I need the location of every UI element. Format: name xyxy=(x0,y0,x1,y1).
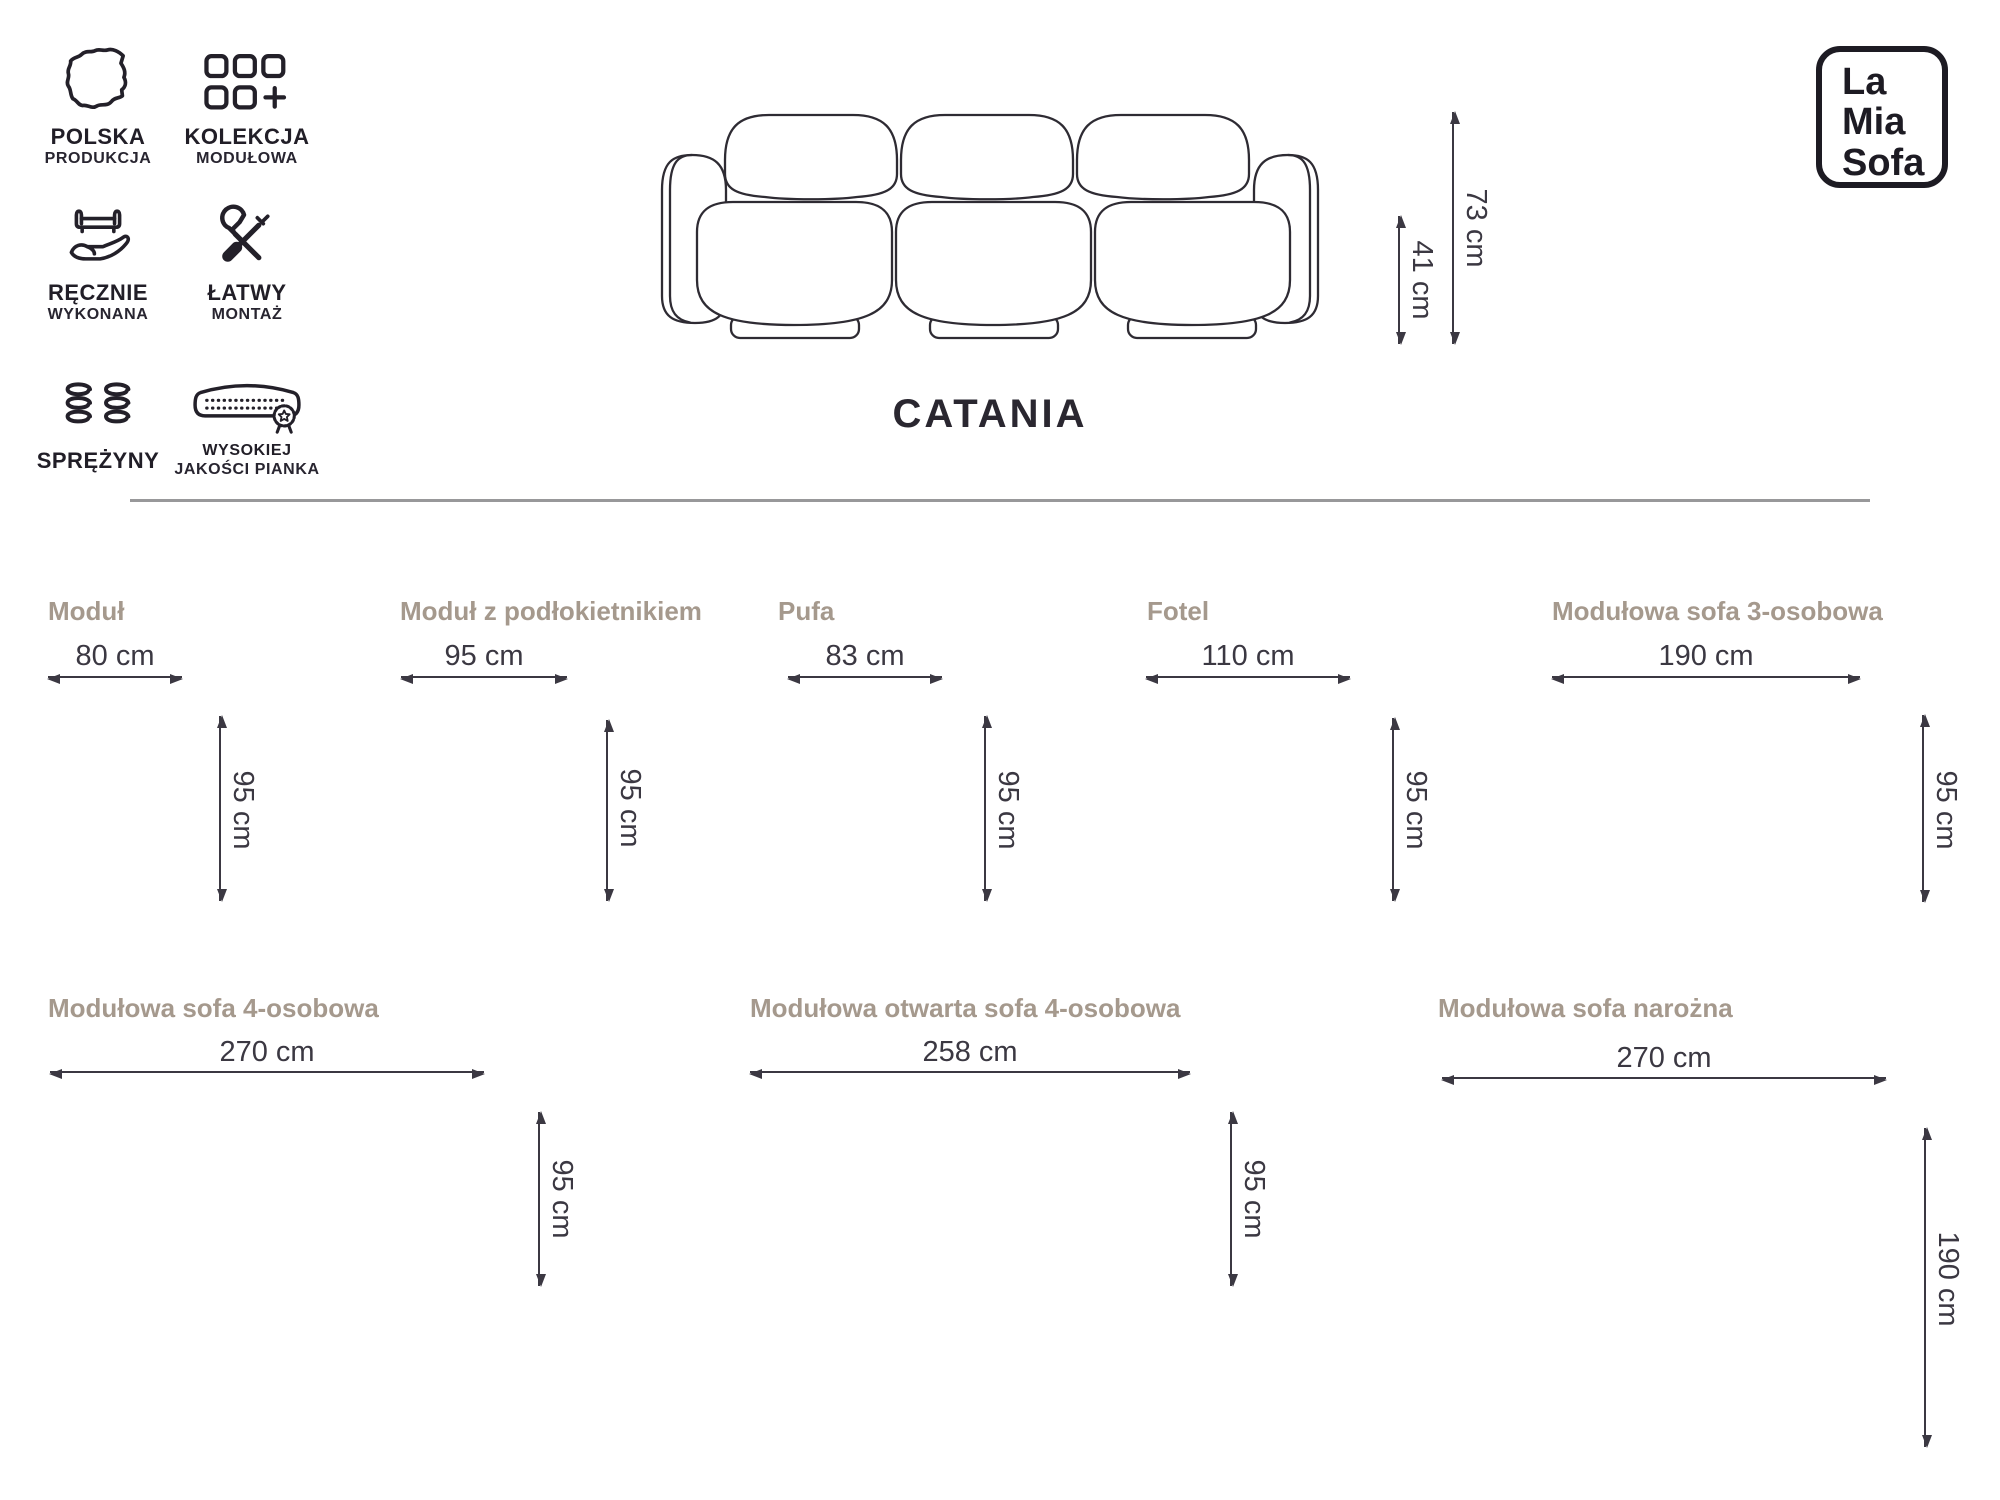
handmade-sofa-icon xyxy=(23,196,173,274)
section-title: Moduł xyxy=(48,596,125,626)
depth-dimension-arrow xyxy=(538,1112,540,1286)
feature-recznie-wykonana xyxy=(23,196,173,325)
foam-quality-icon xyxy=(172,372,322,436)
width-dimension-arrow xyxy=(1442,1077,1886,1079)
poland-map-icon xyxy=(23,40,173,118)
modul-top-view-drawing xyxy=(48,713,186,903)
hero-total-height-label: 73 cm xyxy=(1460,188,1492,268)
hero-total-height-arrow xyxy=(1452,112,1454,344)
depth-dimension-arrow xyxy=(606,720,608,901)
modular-collection-icon xyxy=(172,40,322,118)
feature-title: POLSKA xyxy=(50,124,146,149)
feature-sprezyny xyxy=(23,364,173,473)
sofa-4-osobowa-top-view-drawing xyxy=(47,1109,493,1294)
section-title: Moduł z podłokietnikiem xyxy=(400,596,702,626)
section-title: Modułowa sofa narożna xyxy=(1438,993,1733,1023)
feature-title: ŁATWY xyxy=(207,280,287,305)
width-dimension-arrow xyxy=(1552,676,1860,678)
springs-icon xyxy=(23,364,173,442)
section-title: Pufa xyxy=(778,596,835,626)
width-dimension-label: 110 cm xyxy=(1201,640,1295,672)
feature-title: KOLEKCJA xyxy=(184,124,310,149)
feature-kolekcja-modulowa xyxy=(172,40,322,169)
section-title: Modułowa otwarta sofa 4-osobowa xyxy=(750,993,1181,1023)
feature-title: RĘCZNIE xyxy=(47,280,149,305)
feature-subtitle: PRODUKCJA xyxy=(44,150,152,168)
feature-pianka xyxy=(172,372,322,480)
depth-dimension-label: 95 cm xyxy=(1400,770,1432,850)
depth-dimension-arrow xyxy=(1924,1128,1926,1447)
feature-polska-produkcja xyxy=(23,40,173,169)
feature-subtitle: MONTAŻ xyxy=(211,306,283,324)
depth-dimension-label: 95 cm xyxy=(614,768,646,848)
feature-latwy-montaz xyxy=(172,196,322,325)
depth-dimension-arrow xyxy=(1392,718,1394,901)
width-dimension-label: 95 cm xyxy=(444,640,524,672)
width-dimension-arrow xyxy=(788,676,942,678)
width-dimension-label: 270 cm xyxy=(219,1036,315,1068)
depth-dimension-arrow xyxy=(1922,715,1924,902)
brand-line: Sofa xyxy=(1842,141,1925,184)
sofa-otwarta-top-view-drawing xyxy=(750,1109,1198,1294)
hero-seat-height-arrow xyxy=(1398,216,1400,344)
width-dimension-label: 83 cm xyxy=(825,640,905,672)
width-dimension-label: 258 cm xyxy=(922,1036,1018,1068)
easy-assembly-icon xyxy=(172,196,322,274)
depth-dimension-label: 95 cm xyxy=(1930,770,1962,850)
depth-dimension-label: 95 cm xyxy=(992,770,1024,850)
section-title: Modułowa sofa 4-osobowa xyxy=(48,993,379,1023)
hero-sofa-front-drawing xyxy=(640,90,1340,350)
section-title: Modułowa sofa 3-osobowa xyxy=(1552,596,1883,626)
feature-subtitle: JAKOŚCI PIANKA xyxy=(174,461,320,479)
brand-logo xyxy=(1816,46,1948,188)
feature-title: WYSOKIEJ xyxy=(202,442,292,459)
width-dimension-label: 80 cm xyxy=(75,640,155,672)
width-dimension-label: 270 cm xyxy=(1616,1042,1712,1074)
feature-title: SPRĘŻYNY xyxy=(36,448,160,473)
brand-line: Mia xyxy=(1842,101,1906,144)
depth-dimension-arrow xyxy=(984,716,986,901)
feature-subtitle: MODUŁOWA xyxy=(196,150,298,168)
width-dimension-arrow xyxy=(48,676,182,678)
sofa-3-osobowa-top-view-drawing xyxy=(1552,713,1886,903)
depth-dimension-arrow xyxy=(219,716,221,901)
divider-line xyxy=(130,499,1870,502)
width-dimension-arrow xyxy=(50,1071,484,1073)
hero-seat-height-label: 41 cm xyxy=(1406,240,1438,320)
brand-line: La xyxy=(1842,61,1887,103)
pufa-top-view-drawing xyxy=(790,713,942,905)
depth-dimension-label: 190 cm xyxy=(1932,1231,1964,1327)
depth-dimension-arrow xyxy=(1230,1112,1232,1286)
sofa-narozna-top-view-drawing xyxy=(1436,1124,1890,1470)
fotel-top-view-drawing xyxy=(1146,715,1354,905)
page-title: CATANIA xyxy=(892,392,1088,436)
depth-dimension-label: 95 cm xyxy=(227,770,259,850)
width-dimension-arrow xyxy=(750,1071,1190,1073)
depth-dimension-label: 95 cm xyxy=(1238,1159,1270,1239)
section-title: Fotel xyxy=(1147,596,1210,626)
width-dimension-arrow xyxy=(1146,676,1350,678)
width-dimension-label: 190 cm xyxy=(1658,640,1754,672)
modul-z-podlokietnikiem-top-view-drawing xyxy=(400,714,570,904)
feature-subtitle: WYKONANA xyxy=(47,306,149,324)
width-dimension-arrow xyxy=(401,676,567,678)
depth-dimension-label: 95 cm xyxy=(546,1159,578,1239)
